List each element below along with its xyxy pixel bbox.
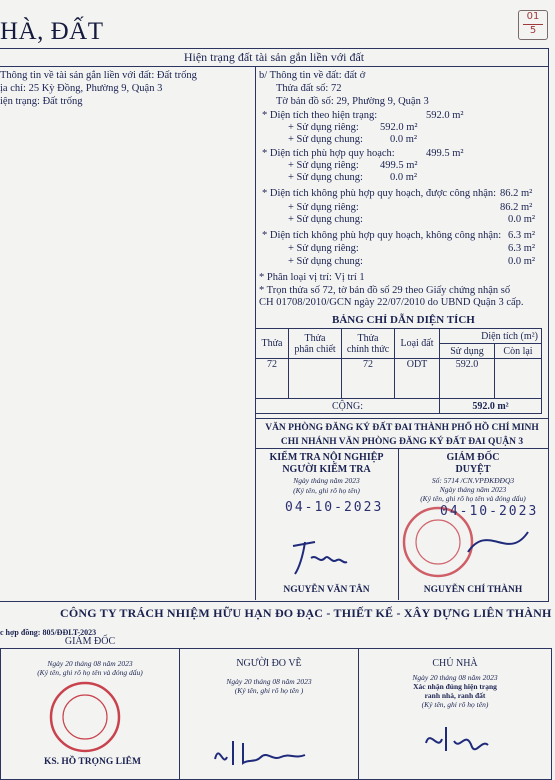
col-header-phan-chiet: Thửa phân chiết	[289, 329, 342, 359]
document-heading: HÀ, ĐẤT	[0, 18, 104, 45]
page-number-bottom: 5	[523, 24, 543, 37]
table-row-loai-dat: ODT	[395, 359, 440, 399]
director-ref: Số: 5714 /CN.VPĐKĐĐQ3	[431, 476, 515, 485]
director-name: NGUYỄN CHÍ THÀNH	[423, 585, 523, 595]
col-header-loai-dat: Loại đất	[395, 329, 440, 359]
area-nonplan-rec-private-label: + Sử dụng riêng:	[288, 202, 359, 213]
page-number-top: 01	[526, 11, 540, 22]
area-nonplan-rec-common-label: + Sử dụng chung:	[288, 214, 363, 225]
area-nonplan-unrec-private-label: + Sử dụng riêng:	[288, 243, 359, 254]
footer-director-note: (Ký tên, ghi rõ họ tên và đóng dấu)	[37, 668, 143, 677]
director-sign-note: (Ký tên, ghi rõ họ tên và đóng dấu)	[420, 494, 526, 503]
area-nonplan-unrec-value: 6.3 m²	[508, 230, 536, 241]
left-status: iện trạng: Đất trống	[0, 96, 83, 107]
area-nonplan-unrec-common-value: 0.0 m²	[508, 256, 536, 267]
footer-col-owner	[359, 649, 552, 780]
contract-number: c hợp đồng: 805/ĐĐLT-2023	[0, 628, 97, 637]
director-title-2: DUYỆT	[455, 464, 491, 475]
company-name: CÔNG TY TRÁCH NHIỆM HỮU HẠN ĐO ĐẠC - THIẾT KẾ - XÂY DỰNG LIÊN THÀNH	[60, 606, 552, 620]
table-row-su-dung: 592.0	[440, 359, 495, 399]
office-line-2: CHI NHÁNH VĂN PHÒNG ĐĂNG KÝ ĐẤT ĐAI QUẬN 3	[280, 437, 524, 447]
table-row-phan-chiet	[289, 359, 342, 399]
inspection-stamp-date: 04-10-2023	[285, 500, 384, 515]
area-plan-common-label: + Sử dụng chung:	[288, 172, 363, 183]
area-nonplan-rec-common-value: 0.0 m²	[508, 214, 536, 225]
map-sheet: Tờ bản đồ số: 29, Phường 9, Quận 3	[276, 96, 429, 107]
table-total-label: CỘNG:	[256, 399, 440, 414]
area-table-title: BẢNG CHỈ DẪN DIỆN TÍCH	[332, 314, 475, 326]
footer-col-surveyor	[180, 649, 359, 780]
footer-owner-sub2: ranh nhà, ranh đất	[424, 691, 486, 700]
location-class: * Phân loại vị trí: Vị trí 1	[259, 272, 365, 283]
area-nonplan-rec-value: 86.2 m²	[500, 188, 533, 199]
left-info-label: Thông tin về tài sản gắn liền với đất: Đất trống	[0, 70, 197, 81]
inspection-title-1: KIỂM TRA NỘI NGHIỆP	[269, 452, 384, 463]
col-header-su-dung: Sử dụng	[440, 344, 495, 359]
area-current-value: 592.0 m²	[426, 110, 464, 121]
col-header-con-lai: Còn lại	[495, 344, 542, 359]
note-line-1: * Trọn thửa số 72, tờ bản đồ số 29 theo Giấy chứng nhận số	[259, 285, 511, 296]
footer-owner-date: Ngày 20 tháng 08 năm 2023	[412, 673, 498, 682]
company-seal	[30, 673, 140, 753]
area-plan-private-value: 499.5 m²	[380, 160, 418, 171]
footer-owner-title: CHỦ NHÀ	[432, 658, 478, 669]
inspection-signature	[285, 528, 355, 578]
table-total-value: 592.0 m²	[440, 399, 542, 414]
footer-surveyor-note: (Ký tên, ghi rõ họ tên )	[234, 686, 304, 695]
surveyor-signature	[209, 733, 329, 773]
footer-surveyor-date: Ngày 20 tháng 08 năm 2023	[226, 677, 312, 686]
area-table	[255, 328, 542, 414]
area-plan-value: 499.5 m²	[426, 148, 464, 159]
area-current-common-label: + Sử dụng chung:	[288, 134, 363, 145]
left-address: ịa chỉ: 25 Kỳ Đồng, Phường 9, Quận 3	[0, 83, 163, 94]
page-number-mark	[518, 10, 548, 40]
footer-owner-note: (Ký tên, ghi rõ họ tên)	[421, 700, 489, 709]
area-nonplan-rec-label: * Diện tích không phù hợp quy hoạch, được công nhận:	[262, 188, 497, 199]
director-stamp-date: 04-10-2023	[440, 504, 539, 519]
area-current-private-label: + Sử dụng riêng:	[288, 122, 359, 133]
owner-signature	[416, 721, 496, 761]
footer-owner-sub1: Xác nhận đúng hiện trạng	[413, 682, 497, 691]
col-header-chinh-thuc: Thửa chính thức	[342, 329, 395, 359]
area-plan-label: * Diện tích phù hợp quy hoạch:	[262, 148, 395, 159]
col-header-thua: Thửa	[256, 329, 289, 359]
inspection-title-2: NGƯỜI KIỂM TRA	[282, 464, 371, 475]
area-current-private-value: 592.0 m²	[380, 122, 418, 133]
director-date-line: Ngày tháng năm 2023	[439, 485, 507, 494]
inspection-date-line: Ngày tháng năm 2023	[293, 476, 360, 485]
area-nonplan-unrec-label: * Diện tích không phù hợp quy hoạch, không công nhận:	[262, 230, 502, 241]
parcel-number: Thửa đất số: 72	[276, 83, 342, 94]
footer-surveyor-title: NGƯỜI ĐO VẼ	[236, 658, 302, 669]
inspection-name: NGUYỄN VĂN TÂN	[283, 585, 370, 595]
footer-director-name: KS. HỒ TRỌNG LIÊM	[44, 757, 141, 767]
table-row-chinh-thuc: 72	[342, 359, 395, 399]
area-current-label: * Diện tích theo hiện trạng:	[262, 110, 378, 121]
section-title: Hiện trạng đất tài sản gắn liền với đất	[0, 48, 548, 67]
table-row-thua: 72	[256, 359, 289, 399]
right-info-label: b/ Thông tin về đất: đất ở	[259, 70, 366, 81]
area-plan-private-label: + Sử dụng riêng:	[288, 160, 359, 171]
director-title-1: GIÁM ĐỐC	[446, 452, 500, 463]
area-nonplan-rec-private-value: 86.2 m²	[500, 202, 533, 213]
inspection-sign-note: (Ký tên, ghi rõ họ tên)	[293, 486, 360, 495]
office-line-1: VĂN PHÒNG ĐĂNG KÝ ĐẤT ĐAI THÀNH PHỐ HỒ CHÍ MINH	[265, 423, 539, 433]
table-row-con-lai	[495, 359, 542, 399]
area-nonplan-unrec-private-value: 6.3 m²	[508, 243, 536, 254]
note-line-2: CH 01708/2010/GCN ngày 22/07/2010 do UBND Quận 3 cấp.	[259, 297, 524, 308]
footer-director-title: GIÁM ĐỐC	[64, 636, 116, 647]
col-header-dien-tich: Diện tích (m²)	[440, 329, 542, 344]
area-nonplan-unrec-common-label: + Sử dụng chung:	[288, 256, 363, 267]
area-current-common-value: 0.0 m²	[390, 134, 418, 145]
area-plan-common-value: 0.0 m²	[390, 172, 418, 183]
footer-director-date: Ngày 20 tháng 08 năm 2023	[47, 659, 133, 668]
